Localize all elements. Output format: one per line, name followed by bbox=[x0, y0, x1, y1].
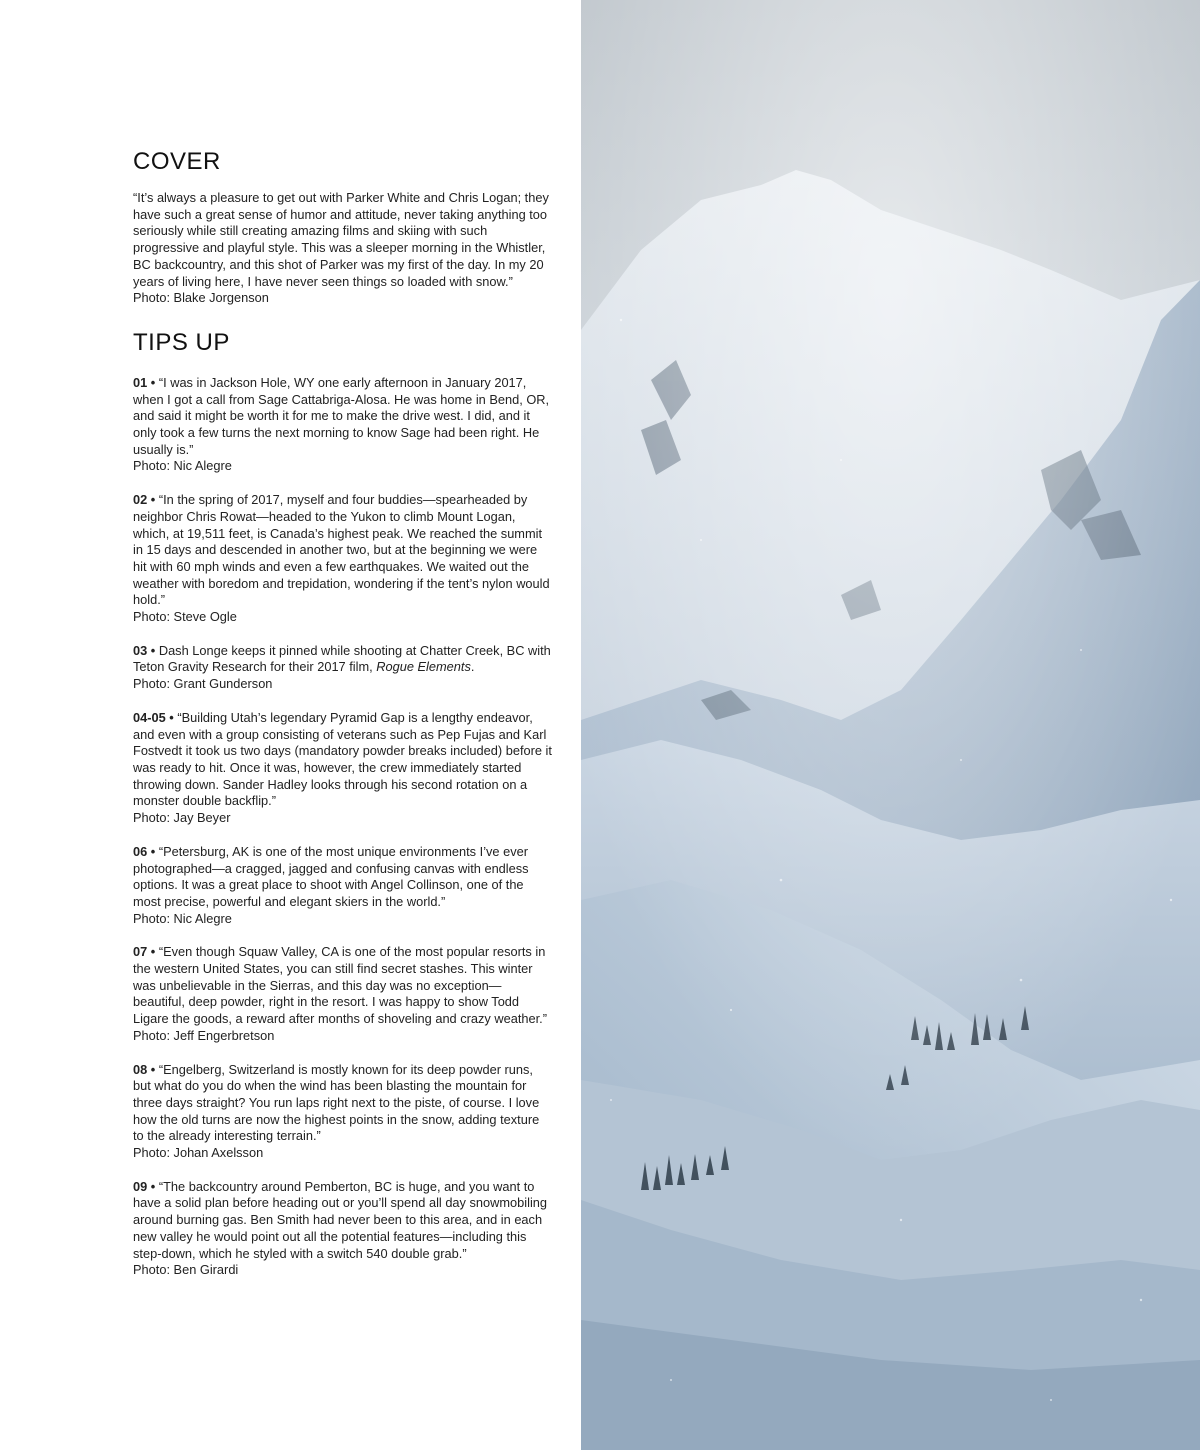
caption-text: “In the spring of 2017, myself and four buddies—spearheaded by neighbor Chris Rowat—headed to the Yukon to climb Mount Logan, which, at 19,511 feet, is Canada’s highest peak. We reached the summit in 15 days and descended in another two, but at the beginning we were hit with 60 mph winds and even a few earthquakes. We waited out the weather with boredom and trepidation, wondering if the tent’s nylon would hold.” bbox=[133, 492, 550, 608]
caption-item: 07 • “Even though Squaw Valley, CA is one of the most popular resorts in the western United States, you can still find secret stashes. This winter was unbelievable in the Sierras, and this day was no exception—beautiful, deep powder, right in the resort. I was happy to show Todd Ligare the goods, a reward after months of shoveling and crazy weather.” Photo: Jeff Engerbretson bbox=[133, 944, 553, 1044]
caption-item: 01 • “I was in Jackson Hole, WY one early afternoon in January 2017, when I got a call from Sage Cattabriga-Alosa. He was home in Bend, OR, and said it might be worth it for me to make the drive west. I did, and it only took a few turns the next morning to know Sage had been right. He usually is.” Photo: Nic Alegre bbox=[133, 375, 553, 475]
caption-number: 09 bbox=[133, 1178, 148, 1194]
caption-text: Dash Longe keeps it pinned while shooting at Chatter Creek, BC with Teton Gravity Research for their 2017 film, bbox=[133, 642, 551, 675]
caption-number: 06 bbox=[133, 843, 148, 859]
caption-item: 02 • “In the spring of 2017, myself and four buddies—spearheaded by neighbor Chris Rowat—headed to the Yukon to climb Mount Logan, which, at 19,511 feet, is Canada’s highest peak. We reached the summit in 15 days and descended in another two, but at the beginning we were hit with 60 mph winds and even a few earthquakes. We waited out the weather with boredom and trepidation, wondering if the tent’s nylon would hold.” Photo: Steve Ogle bbox=[133, 492, 553, 626]
photo-credit: Photo: Steve Ogle bbox=[133, 609, 237, 625]
captions-column bbox=[133, 148, 553, 1296]
caption-text: “Even though Squaw Valley, CA is one of the most popular resorts in the western United States, you can still find secret stashes. This winter was unbelievable in the Sierras, and this day was no exception—beautiful, deep powder, right in the resort. I was happy to show Todd Ligare the goods, a reward after months of shoveling and crazy weather.” bbox=[133, 944, 547, 1027]
cover-caption-text: “It’s always a pleasure to get out with Parker White and Chris Logan; they have such a great sense of humor and attitude, never taking anything too seriously while still creating amazing films and skiing with such progressive and playful style. This was a sleeper morning in the Whistler, BC backcountry, and this shot of Parker was my first of the day. In my 20 years of living here, I have never seen things so loaded with snow.” bbox=[133, 190, 549, 289]
caption-text: “Petersburg, AK is one of the most unique environments I’ve ever photographed—a cragged, jagged and confusing canvas with endless options. It was a great place to shoot with Angel Collinson, one of the most precise, powerful and elegant skiers in the world.” bbox=[133, 843, 529, 909]
caption-text: “Building Utah’s legendary Pyramid Gap is a lengthy endeavor, and even with a group consisting of veterans such as Pep Fujas and Karl Fostvedt it took us two days (mandatory powder breaks included) before it was ready to hit. Once it was, however, the crew immediately started throwing down. Sander Hadley looks through his second rotation on a monster double backflip.” bbox=[133, 709, 552, 809]
caption-item: 09 • “The backcountry around Pemberton, BC is huge, and you want to have a solid plan before heading out or you’ll spend all day snowmobiling around burning gas. Ben Smith had never been to this area, and in each new valley he would point out all the potential features—including this step-down, which he styled with a switch 540 double grab.” Photo: Ben Girardi bbox=[133, 1179, 553, 1279]
caption-number: 04-05 bbox=[133, 709, 166, 725]
photo-credit: Photo: Johan Axelsson bbox=[133, 1145, 264, 1161]
caption-item: 08 • “Engelberg, Switzerland is mostly known for its deep powder runs, but what do you do when the wind has been blasting the mountain for three days straight? You run laps right next to the piste, of course. I love how the old turns are now the highest points in the snow, adding texture to the already interesting terrain.” Photo: Johan Axelsson bbox=[133, 1062, 553, 1162]
caption-number: 01 bbox=[133, 374, 148, 390]
photo-credit: Photo: Nic Alegre bbox=[133, 910, 232, 926]
photo-credit: Photo: Jay Beyer bbox=[133, 810, 231, 826]
caption-text: “The backcountry around Pemberton, BC is huge, and you want to have a solid plan before heading out or you’ll spend all day snowmobiling around burning gas. Ben Smith had never been to this area, and in each new valley he would point out all the potential features—including this step-down, which he styled with a switch 540 double grab.” bbox=[133, 1178, 548, 1261]
cover-photo-credit: Photo: Blake Jorgenson bbox=[133, 290, 269, 306]
caption-text: “I was in Jackson Hole, WY one early afternoon in January 2017, when I got a call from Sage Cattabriga-Alosa. He was home in Bend, OR, and said it might be worth it for me to make the drive west. I did, and it only took a few turns the next morning to know Sage had been right. He usually is.” bbox=[133, 374, 550, 457]
photo-credit: Photo: Jeff Engerbretson bbox=[133, 1027, 275, 1043]
mountain-photo bbox=[581, 0, 1200, 1450]
caption-number: 02 bbox=[133, 492, 148, 508]
caption-number: 07 bbox=[133, 944, 148, 960]
cover-caption bbox=[133, 190, 553, 307]
photo-credit: Photo: Grant Gunderson bbox=[133, 676, 273, 692]
tips-up-heading: TIPS UP bbox=[133, 328, 230, 356]
photo-credit: Photo: Ben Girardi bbox=[133, 1262, 239, 1278]
caption-number: 03 bbox=[133, 642, 148, 658]
caption-number: 08 bbox=[133, 1061, 148, 1077]
mountain-illustration bbox=[581, 0, 1200, 1450]
caption-text: “Engelberg, Switzerland is mostly known for its deep powder runs, but what do you do when the wind has been blasting the mountain for three days straight? You run laps right next to the piste, of course. I love how the old turns are now the highest points in the snow, adding texture to the already interesting terrain.” bbox=[133, 1061, 540, 1144]
caption-item: 03 • Dash Longe keeps it pinned while shooting at Chatter Creek, BC with Teton Gravity Research for their 2017 film, Rogue Elements. Photo: Grant Gunderson bbox=[133, 643, 553, 693]
caption-item: 06 • “Petersburg, AK is one of the most unique environments I’ve ever photographed—a cragged, jagged and confusing canvas with endless options. It was a great place to shoot with Angel Collinson, one of the most precise, powerful and elegant skiers in the world.” Photo: Nic Alegre bbox=[133, 844, 553, 928]
film-title: Rogue Elements bbox=[376, 659, 471, 675]
photo-credit: Photo: Nic Alegre bbox=[133, 458, 232, 474]
caption-item: 04-05 • “Building Utah’s legendary Pyramid Gap is a lengthy endeavor, and even with a group consisting of veterans such as Pep Fujas and Karl Fostvedt it took us two days (mandatory powder breaks included) before it was ready to hit. Once it was, however, the crew immediately started throwing down. Sander Hadley looks through his second rotation on a monster double backflip.” Photo: Jay Beyer bbox=[133, 709, 552, 826]
cover-heading: COVER bbox=[133, 148, 221, 175]
caption-text-end: . bbox=[470, 659, 475, 675]
